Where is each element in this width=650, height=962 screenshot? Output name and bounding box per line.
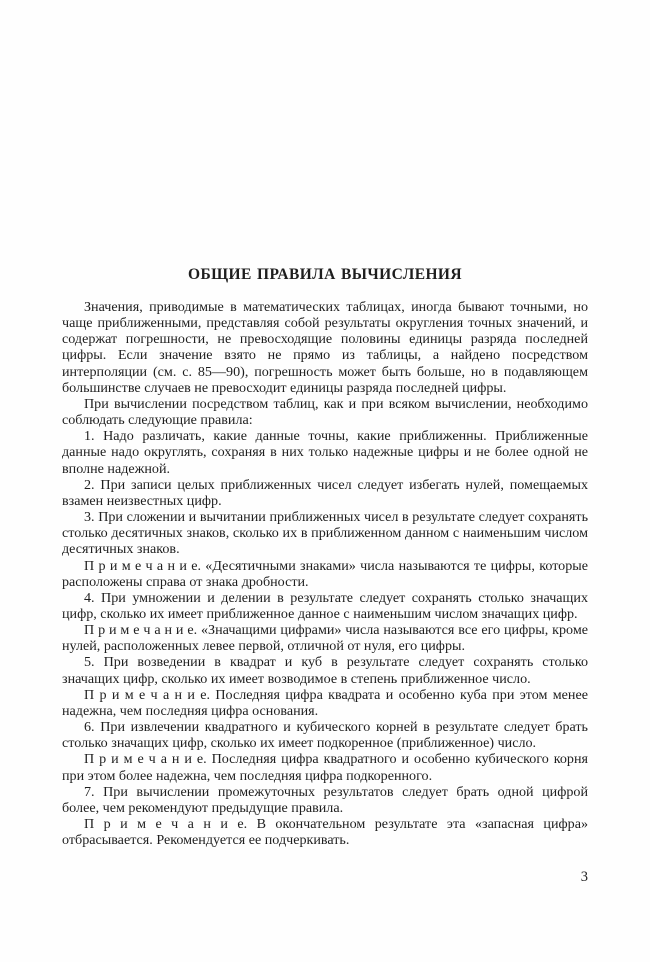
rule-1-paragraph: 1. Надо различать, какие данные точны, какие приближенны. Приближенные данные надо округлять, сохраняя в них только надежные цифры и не более одной не вполне надежной. (62, 428, 588, 477)
note-paragraph-1: П р и м е ч а н и е. «Десятичными знаками» числа называются те цифры, которые расположены справа от знака дробности. (62, 557, 588, 590)
note-paragraph-2: П р и м е ч а н и е. «Значащими цифрами» числа называются все его цифры, кроме нулей, расположенных левее первой, отличной от нуля, его цифры. (62, 622, 588, 655)
rule-7-paragraph: 7. При вычислении промежуточных результатов следует брать одной цифрой более, чем рекомендуют предыдущие правила. (62, 783, 588, 816)
page-number: 3 (580, 869, 588, 885)
rule-6-paragraph: 6. При извлечении квадратного и кубического корней в результате следует брать столько значащих цифр, сколько их имеет подкоренное (приближенное) число. (62, 719, 588, 752)
page-title: ОБЩИЕ ПРАВИЛА ВЫЧИСЛЕНИЯ (188, 266, 462, 283)
rule-3-paragraph: 3. При сложении и вычитании приближенных чисел в результате следует сохранять столько десятичных знаков, сколько их в приближенном данном с наименьшим числом десятичных знаков. (62, 509, 588, 558)
rule-4-paragraph: 4. При умножении и делении в результате следует сохранять столько значащих цифр, сколько их имеет приближенное данное с наименьшим числом значащих цифр. (62, 589, 588, 622)
intro-paragraph: Значения, приводимые в математических таблицах, иногда бывают точными, но чаще приближенными, представляя собой результаты округления точных значений, и содержат погрешности, не превосходящие половины единицы разряда последней цифры. Если значение взято не прямо из таблицы, а найдено посредством интерполяции (см. с. 85—90), погрешность может быть больше, но в подавляющем большинстве случаев не превосходит единицы разряда последней цифры. (62, 299, 588, 396)
note-paragraph-5: П р и м е ч а н и е. В окончательном результате эта «запасная цифра» отбрасывается. Рекомендуется ее подчеркивать. (62, 816, 588, 849)
rule-2-paragraph: 2. При записи целых приближенных чисел следует избегать нулей, помещаемых взамен неизвестных цифр. (62, 476, 588, 509)
rule-5-paragraph: 5. При возведении в квадрат и куб в результате следует сохранять столько значащих цифр, сколько их имеет возводимое в степень приближенное число. (62, 654, 588, 687)
note-paragraph-4: П р и м е ч а н и е. Последняя цифра квадратного и особенно кубического корня при этом более надежна, чем последняя цифра подкоренного. (62, 751, 588, 784)
note-paragraph-3: П р и м е ч а н и е. Последняя цифра квадрата и особенно куба при этом менее надежна, чем последняя цифра основания. (62, 686, 588, 719)
text-body (62, 299, 588, 848)
rules-intro-paragraph: При вычислении посредством таблиц, как и при всяком вычислении, необходимо соблюдать следующие правила: (62, 395, 588, 429)
